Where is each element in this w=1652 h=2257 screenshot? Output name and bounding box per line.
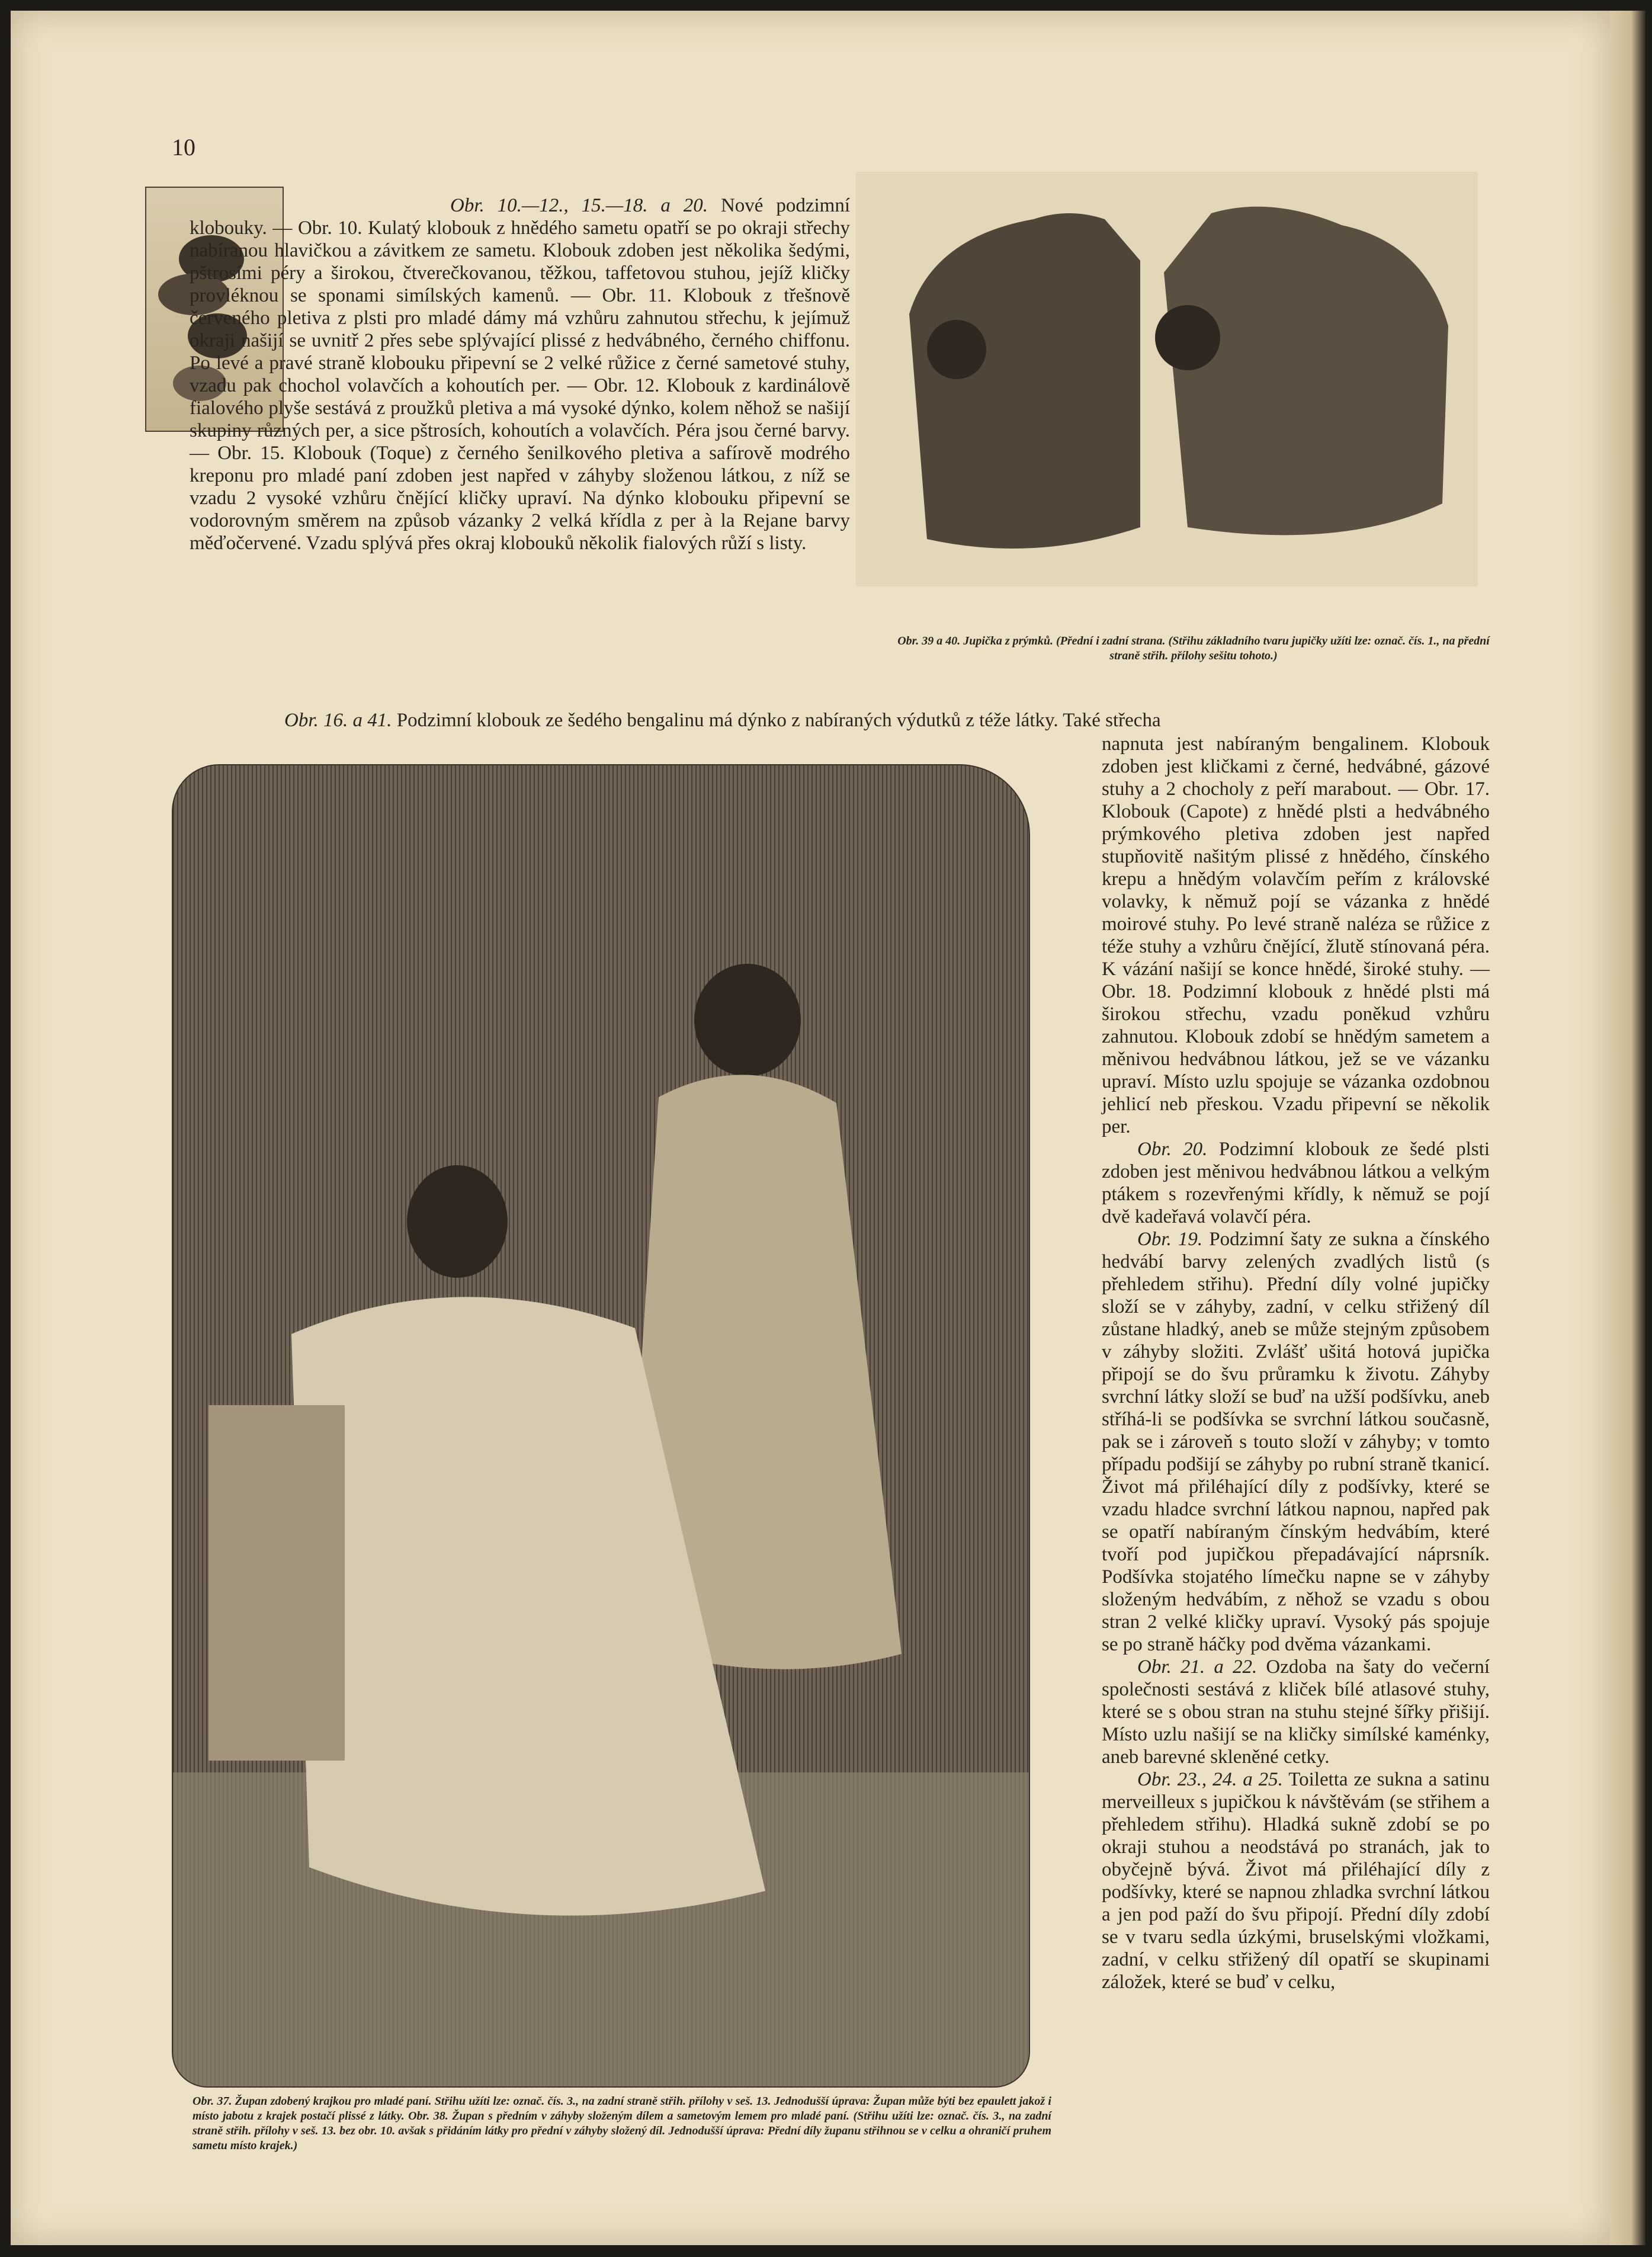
span-line <box>284 709 1490 732</box>
next-page-edge <box>1610 11 1645 2245</box>
figure-ref: Obr. 20. <box>1137 1139 1208 1160</box>
right-paragraph <box>1102 1768 1490 1993</box>
figure-ref: Obr. 19. <box>1137 1229 1203 1250</box>
paragraph-text: Ozdoba na šaty do večerní společnosti sestává z kliček bílé atlasové stuhy, které se s obou stran na stuhu stejné šířky přišijí. Místo uzlu našijí se na kličky simílské kaménky, aneb barevné skleněné cetky. <box>1102 1656 1490 1768</box>
figure-ref: Obr. 21. a 22. <box>1137 1656 1258 1678</box>
paragraph-text: Podzimní šaty ze sukna a čínského hedvábí barvy zelených zvadlých listů (s přehledem střihu). Přední díly volné jupičky složí se v záhyby, zadní, v celku střižený díl zůstane hladký, aneb se může stejným způsobem v záhyby složiti. Zvlášť ušitá hotová jupička připojí se do švu průramku k životu. Záhyby svrchní látky složí se buď na užší podšívku, aneb stříhá-li se podšívka se svrchní látkou současně, pak se i zároveň s touto složí v záhyby; v tomto případu podšijí se záhyby po rubní straně tkanicí. Život má přiléhající díly z podšívky, které se vzadu hladce svrchní látkou napnou, napřed pak se opatří nabíraným čínským hedvábím, které tvoří pod jupičkou přepadávající náprsník. Podšívka stojatého límečku napne se v záhyby složeným hedvábím, z něhož se vzadu s obou stran 2 velké kličky upraví. Vysoký pás spojuje se po straně háčky pod dvěma vázankami. <box>1102 1229 1490 1655</box>
page-number: 10 <box>172 134 195 161</box>
paragraph-text: Podzimní klobouk ze šedého bengalinu má dýnko z nabíraných výdutků z téže látky. Také střecha <box>392 710 1161 731</box>
intro-text-block <box>190 194 850 554</box>
right-paragraph <box>1102 1138 1490 1228</box>
paragraph-text: Nové podzimní klobouky. — Obr. 10. Kulatý klobouk z hnědého sametu opatří se po okraji střechy nabíranou hlavičkou a závitkem ze sametu. Klobouk zdoben jest několika šedými, pštrosími péry a širokou, čtverečkovanou, těžkou, taffetovou stuhou, jejíž kličky provléknou se sponami simílských kamenů. — Obr. 11. Klobouk z třešnově červeného pletiva z plsti pro mladé dámy má vzhůru zahnutou střechu, k jejímuž okraji našijí se uvnitř 2 přes sebe splývající plissé z hedvábného, černého chiffonu. Po levé a pravé straně klobouku připevní se 2 velké růžice z černé sametové stuhy, vzadu pak chochol volavčích a kohoutích per. — Obr. 12. Klobouk z kardinálově fialového plyše sestává z proužků pletiva a má vysoké dýnko, kolem něhož se našijí skupiny různých per, a sice pštrosích, kohoutích a volavčích. Péra jsou černé barvy. — Obr. 15. Klobouk (Toque) z černého šenilkového pletiva a safírově modrého kreponu pro mladé paní zdoben jest napřed v záhyby složenou látkou, z níž se vzadu 2 vysoké vzhůru čnějící kličky upraví. Na dýnko klobouku připevní se vodorovným směrem na způsob vázanky 2 velká křídla z per à la Rejane barvy měďočervené. Vzadu splývá přes okraj klobouků několik fialových růží s listy. <box>190 195 850 554</box>
right-paragraph <box>1102 1656 1490 1768</box>
right-paragraph <box>1102 1228 1490 1656</box>
right-paragraph <box>1102 733 1490 1138</box>
figure-ref: Obr. 10.—12., 15.—18. a 20. <box>450 195 708 216</box>
fashion-plate-illustration <box>172 764 1030 2088</box>
right-column-text <box>1102 733 1490 1993</box>
figure-ref: Obr. 16. a 41. <box>284 710 392 731</box>
paragraph-text: Toiletta ze sukna a satinu merveilleux s jupičkou k návštěvám (se střihem a přehledem střihu). Hladká sukně zdobí se po okraji stuhou a neodstává po stranách, jak to obyčejně bývá. Život má přiléhající díly z podšívky, které se napnou zhladka svrchní látkou a jen pod paží do švu připojí. Přední díly zdobí se v tvaru sedla úzkými, bruselskými vložkami, zadní, v celku střižený díl opatří se skupinami záložek, které se buď v celku, <box>1102 1769 1490 1993</box>
fashion-plate-caption: Obr. 37. Župan zdobený krajkou pro mladé paní. Střihu užíti lze: označ. čís. 3., na zadní straně střih. přílohy v seš. 13. Jednodušší úprava: Župan může býti bez epaulett jakož i místo jabotu z krajek postačí plissé z látky. Obr. 38. Župan s předním v záhyby složeným dílem a sametovým lemem pro mladé paní. (Střihu užíti lze: označ. čís. 3., na zadní straně střih. přílohy v seš. 13. bez obr. 10. avšak s přidáním látky pro přední v záhyby složený díl. Jednodušší úprava: Přední díly županu střihnou se v celku a ohraničí pruhem sametu místo krajek.) <box>193 2095 1051 2152</box>
figure-ref: Obr. 23., 24. a 25. <box>1137 1769 1283 1790</box>
intro-paragraph <box>190 194 850 554</box>
jacket-illustration <box>856 172 1478 586</box>
paragraph-text: napnuta jest nabíraným bengalinem. Klobouk zdoben jest kličkami z černé, hedvábné, gázové stuhy a 2 chocholy z peří marabout. — Obr. 17. Klobouk (Capote) z hnědé plsti a hedvábného prýmkového pletiva zdoben jest napřed stupňovitě našitým plissé z hnědého, čínského krepu a hnědým volavčím peřím z královské volavky, k němuž pojí se vázanka z hnědé moirové stuhy. Po levé straně naléza se růžice z téže stuhy a vzhůru čnějící, žlutě stínovaná péra. K vázání našijí se konce hnědé, široké stuhy. — Obr. 18. Podzimní klobouk z hnědé plsti má širokou střechu, vzadu poněkud vzhůru zahnutou. Klobouk zdobí se hnědým sametem a měnivou hedvábnou látkou, jež se ve vázanku upraví. Místo uzlu spojuje se vázanka ozdobnou jehlicí neb přeskou. Vzadu připevní se několik per. <box>1102 733 1490 1137</box>
jacket-caption: Obr. 39 a 40. Jupička z prýmků. (Přední i zadní strana. (Střihu základního tvaru jupičky užíti lze: označ. čís. 1., na přední straně střih. přílohy sešitu tohoto.) <box>897 634 1490 662</box>
paragraph-text: Podzimní klobouk ze šedé plsti zdoben jest měnivou hedvábnou látkou a velkým ptákem s rozevřenými křídly, k němuž se pojí dvě kadeřavá volavčí péra. <box>1102 1139 1490 1227</box>
